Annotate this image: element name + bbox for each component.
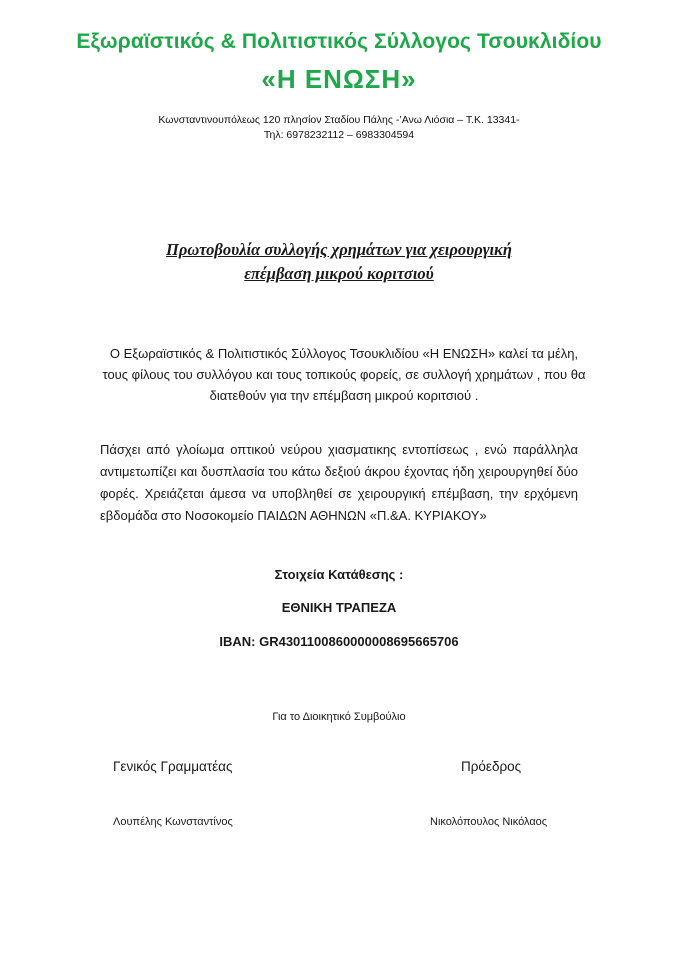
org-title: «Η ΕΝΩΣΗ» <box>261 64 417 94</box>
subject-heading <box>90 238 588 286</box>
president-role: Πρόεδρος <box>461 759 522 774</box>
deposit-heading: Στοιχεία Κατάθεσης : <box>274 567 404 582</box>
address-line: Κωνσταντινουπόλεως 120 πλησίον Σταδίου Πάλης -’Ανω Λιόσια – Τ.Κ. 13341- <box>158 114 520 126</box>
body-paragraph-2: Πάσχει από γλοίωμα οπτικού νεύρου χιασματικης εντοπίσεως , ενώ παράλληλα αντιμετωπίζει και δυσπλασία του κάτω δεξιού άκρου έχοντας ήδη χειρουργηθεί δύο φορές. Χρειάζεται άμεσα να υποβληθεί σε χειρουργική επέμβαση, την ερχόμενη εβδομάδα στο Νοσοκομείο ΠΑΙΔΩΝ ΑΘΗΝΩΝ «Π.&Α. ΚΥΡΙΑΚΟΥ» <box>100 442 578 523</box>
subject-line-2: επέμβαση μικρού κοριτσιού <box>244 264 434 283</box>
org-name: Εξωραϊστικός & Πολιτιστικός Σύλλογος Τσουκλιδίου <box>76 30 602 53</box>
body-paragraph-1: Ο Εξωραϊστικός & Πολιτιστικός Σύλλογος Τσουκλιδίου «Η ΕΝΩΣΗ» καλεί τα μέλη, τους φίλους του συλλόγου και τους τοπικούς φορείς, σε συλλογή χρημάτων , που θα διατεθούν για την επέμβαση μικρού κοριτσιού . <box>102 346 586 403</box>
address-block <box>0 113 678 143</box>
secretary-role: Γενικός Γραμματέας <box>113 759 233 774</box>
bank-name: ΕΘΝΙΚΗ ΤΡΑΠΕΖΑ <box>281 600 397 615</box>
subject-line-1: Πρωτοβουλία συλλογής χρημάτων για χειρουργική <box>166 240 512 259</box>
secretary-name: Λουπέλης Κωνσταντίνος <box>113 816 233 828</box>
phone-line: Τηλ: 6978232112 – 6983304594 <box>263 129 415 141</box>
president-name: Νικολόπουλος Νικόλαος <box>430 816 548 828</box>
for-board-text: Για το Διοικητικό Συμβούλιο <box>272 711 406 723</box>
iban: IBAN: GR4301100860000008695665706 <box>219 634 459 649</box>
